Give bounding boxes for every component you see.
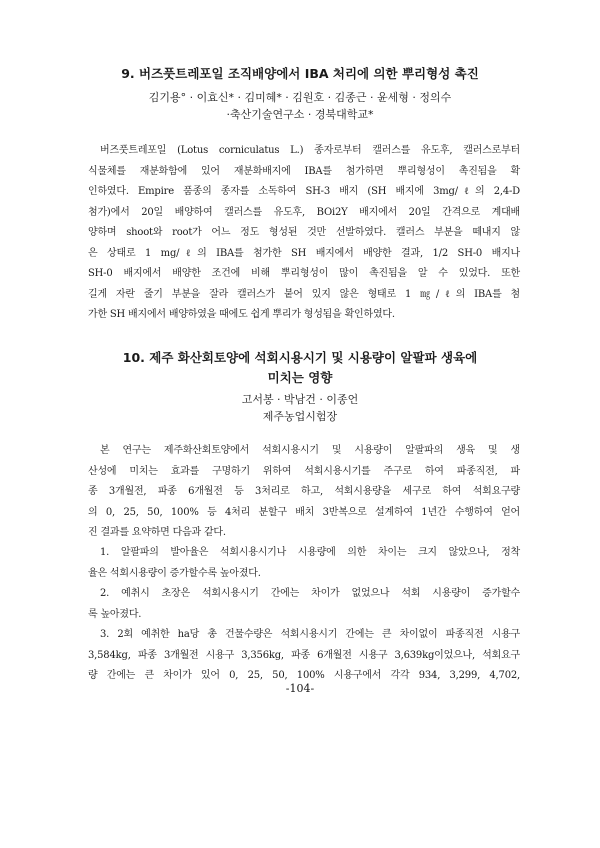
page-number: -104- (285, 682, 315, 695)
article2-authors: 고서봉 · 박남건 · 이종언 (241, 393, 359, 406)
article2-result-2-line-2: 록 높아졌다. (88, 608, 142, 620)
article2-title-line2: 미치는 영향 (267, 370, 333, 385)
article2-result-2 (88, 584, 520, 625)
article1-body-line-9: 가한 SH 배지에서 배양하였을 때에도 쉽게 뿌리가 형성됨을 확인하였다. (88, 309, 395, 320)
article1-body-line-2: 식물체를 재분화함에 있어 재분화배지에 IBA를 첨가하면 뿌리형성이 촉진됨을 확 (88, 165, 520, 177)
article2-affiliation: 제주농업시험장 (262, 410, 338, 423)
article1-body (88, 141, 520, 326)
article1-body-line-4: 첨가)에서 20일 배양하여 캘러스를 유도후, BOi2Y 배지에서 20일 간격으로 계대배 (88, 206, 520, 218)
article2-result-1-line-1 (88, 543, 520, 564)
article2-result-3-line-1 (88, 625, 520, 646)
article1-body-line-1 (88, 141, 520, 162)
article1-body-line-6: 은 상태로 1 mg/ℓ의 IBA를 첨가한 SH 배지에서 배양한 결과, 1/2 SH-0 배지나 (88, 247, 520, 259)
article1-title: 9. 버즈풋트레포일 조직배양에서 IBA 처리에 의한 뿌리형성 촉진 (121, 66, 479, 81)
article2-intro-line-5: 진 결과를 요약하면 다음과 같다. (88, 527, 226, 538)
article2-result-1-line-1-text: 1. 알팔파의 발아율은 석회시용시기나 시용량에 의한 차이는 크지 않았으나, 정착 (100, 547, 520, 558)
article2-intro (88, 441, 520, 544)
article1-body-line-5: 양하며 shoot와 root가 어느 정도 형성된 것만 선발하였다. 캘러스 부분을 떼내지 않 (88, 227, 520, 238)
article2-result-2-line-1-text: 2. 예취시 초장은 석회시용시기 간에는 차이가 없었으나 석회 시용량이 증가할수 (100, 588, 520, 599)
article1-body-line-8: 길게 자란 줄기 부분을 잘라 캘러스가 붙어 있지 않은 형태로 1 ㎎/ℓ의 IBA를 첨 (88, 288, 520, 300)
article2-result-3-line-2: 3,584kg, 파종 3개월전 시용구 3,356kg, 파종 6개월전 시용구 3,639kg이었으나, 석회요구 (88, 649, 520, 661)
article2-intro-line-1 (88, 441, 520, 462)
article2-intro-line-2: 산성에 미치는 효과를 구명하기 위하여 석회시용시기를 주구로 하여 파종직전, 파 (88, 465, 520, 477)
article2-result-1-line-2: 율은 석회시용량이 증가할수록 높아졌다. (88, 567, 261, 579)
article2-intro-line-1-text: 본 연구는 제주화산회토양에서 석회시용시기 및 시용량이 알팔파의 생육 및 생 (100, 445, 520, 456)
article1-body-line-7: SH-0 배지에서 배양한 조건에 비해 뿌리형성이 많이 촉진됨을 알 수 있었다. 또한 (88, 268, 520, 279)
article1-body-line-1-text: 버즈풋트레포일 (Lotus corniculatus L.) 종자로부터 캘러스를 유도후, 캘러스로부터 (100, 145, 520, 156)
article2-result-3 (88, 625, 520, 687)
article2-intro-line-3: 종 3개월전, 파종 6개월전 등 3처리로 하고, 석회시용량을 세구로 하여 석회요구량 (88, 486, 520, 497)
article2-result-3-line-3: 량 간에는 큰 차이가 있어 0, 25, 50, 100% 시용구에서 각각 934, 3,299, 4,702, (88, 670, 520, 681)
article1-affiliations: ·축산기술연구소 · 경북대학교* (226, 108, 374, 121)
article2-intro-line-4: 의 0, 25, 50, 100% 등 4처리 분할구 배치 3반복으로 설계하여 1년간 수행하여 얻어 (88, 506, 520, 518)
article2-title-line1: 10. 제주 화산회토양에 석회시용시기 및 시용량이 알팔파 생육에 (122, 350, 478, 365)
article2-result-1 (88, 543, 520, 584)
article1-body-line-3: 인하였다. Empire 품종의 종자를 소독하여 SH-3 배지 (SH 배지에 3mg/ℓ의 2,4-D (88, 186, 520, 197)
article1-authors: 김기용° · 이효신* · 김미혜* · 김원호 · 김종근 · 윤세형 · 정의수 (148, 91, 452, 104)
article2-result-2-line-1 (88, 584, 520, 605)
article2-result-3-line-1-text: 3. 2회 예취한 ha당 총 건물수량은 석회시용시기 간에는 큰 차이없이 파종직전 시용구 (100, 629, 520, 640)
